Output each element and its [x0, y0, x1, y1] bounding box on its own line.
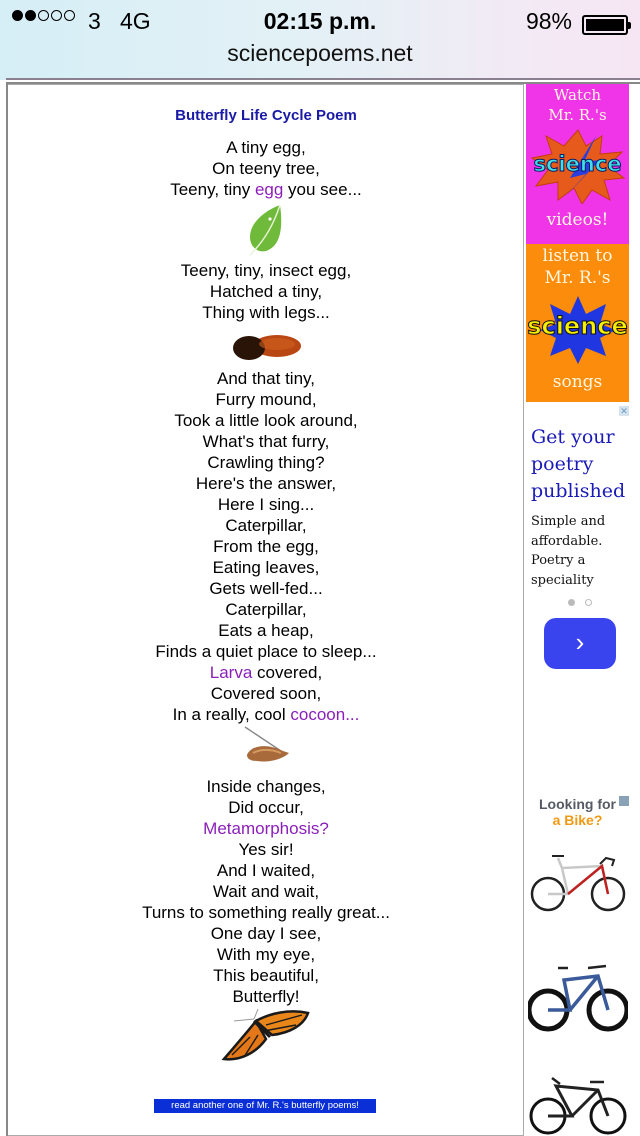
- poem-line: And I waited,: [216, 861, 316, 880]
- poem-line: Larva covered,: [209, 663, 323, 682]
- ad-text: songs: [552, 372, 603, 392]
- poem-line: Teeny, tiny, insect egg,: [180, 261, 352, 280]
- poem-line: Teeny, tiny egg you see...: [170, 180, 362, 199]
- metamorphosis-link[interactable]: Metamorphosis?: [203, 819, 329, 838]
- battery-icon: [582, 15, 628, 35]
- read-another-poem-link[interactable]: read another one of Mr. R.'s butterfly poems!: [154, 1099, 376, 1113]
- cocoon-link[interactable]: cocoon...: [290, 705, 360, 724]
- sidebar: [525, 84, 630, 1136]
- poem-line: Covered soon,: [210, 684, 322, 703]
- page-top-divider: [6, 78, 640, 80]
- poem-line: Here's the answer,: [195, 474, 337, 493]
- watch-science-videos-ad[interactable]: [526, 84, 629, 244]
- ad-text: listen to: [542, 246, 613, 266]
- address-bar[interactable]: sciencepoems.net: [227, 40, 413, 66]
- network-type: 4G: [120, 8, 151, 34]
- poem-line: Yes sir!: [238, 840, 294, 859]
- leaf-image: [8, 203, 524, 257]
- ad-info-icon[interactable]: [619, 796, 629, 806]
- ad-next-button[interactable]: ›: [544, 618, 616, 669]
- poem-line: In a really, cool cocoon...: [172, 705, 360, 724]
- stanza-3: [8, 368, 524, 725]
- poem-line: Finds a quiet place to sleep...: [155, 642, 377, 661]
- mountain-bike-image: [528, 954, 628, 1034]
- poem-line: Eats a heap,: [218, 621, 314, 640]
- poem-line: Took a little look around,: [174, 411, 358, 430]
- ad-text: Mr. R.'s: [548, 106, 607, 124]
- poem-line: What's that furry,: [202, 432, 330, 451]
- butterfly-image: [8, 1007, 524, 1063]
- poem-line: [8, 818, 524, 839]
- stanza-1: [8, 137, 524, 200]
- bike-ad[interactable]: [526, 784, 629, 1136]
- ad-headline: Looking for a Bike?: [539, 796, 616, 828]
- poem-line: This beautiful,: [213, 966, 319, 985]
- poem-line: Gets well-fed...: [209, 579, 323, 598]
- clock: 02:15 p.m.: [263, 8, 377, 34]
- poem-line: One day I see,: [210, 924, 322, 943]
- ad-text: Watch: [553, 86, 602, 104]
- poem-line: On teeny tree,: [212, 159, 320, 178]
- caterpillar-image: [8, 331, 524, 363]
- ad-text: videos!: [546, 210, 609, 230]
- page-title: Butterfly Life Cycle Poem: [175, 107, 357, 124]
- poem-line: Caterpillar,: [225, 516, 307, 535]
- poem-line: And that tiny,: [217, 369, 315, 388]
- poem-line: With my eye,: [216, 945, 316, 964]
- page-dot[interactable]: [585, 599, 592, 606]
- poem-line: From the egg,: [213, 537, 319, 556]
- egg-link[interactable]: egg: [254, 180, 284, 199]
- status-bar: [0, 6, 640, 38]
- poem-line: Furry mound,: [215, 390, 317, 409]
- poem-line: Turns to something really great...: [142, 903, 390, 922]
- cocoon-image: [8, 725, 524, 767]
- poetry-publishing-ad[interactable]: [526, 404, 629, 704]
- stanza-4: [8, 776, 524, 1007]
- ad-body: Simple and affordable. Poetry a speciality: [531, 514, 606, 588]
- hybrid-bike-image: [528, 1070, 628, 1136]
- poem-line: Crawling thing?: [207, 453, 325, 472]
- science-word: science: [533, 152, 622, 176]
- poem-line: Did occur,: [228, 798, 304, 817]
- science-word: science: [527, 312, 628, 340]
- listen-science-songs-ad[interactable]: [526, 244, 629, 402]
- poem-line: Eating leaves,: [212, 558, 320, 577]
- road-bike-image: [528, 846, 628, 914]
- ad-headline[interactable]: Get your poetry published: [531, 426, 626, 502]
- page-dot-active[interactable]: [568, 599, 575, 606]
- poem-line: Hatched a tiny,: [209, 282, 323, 301]
- poem-line: Butterfly!: [232, 987, 300, 1006]
- poem-line: Caterpillar,: [225, 600, 307, 619]
- stanza-2: [8, 260, 524, 323]
- ad-pagination: [568, 599, 592, 606]
- poem-line: Thing with legs...: [202, 303, 330, 322]
- poem-column: [8, 84, 524, 1136]
- browser-top-bar: [0, 0, 640, 80]
- ad-text: Mr. R.'s: [544, 268, 611, 288]
- ad-close-icon[interactable]: ✕: [620, 406, 628, 416]
- poem-line: Here I sing...: [217, 495, 315, 514]
- larva-link[interactable]: Larva: [209, 663, 253, 682]
- battery-percent: 98%: [525, 8, 572, 34]
- poem-line: Inside changes,: [206, 777, 326, 796]
- poem-line: A tiny egg,: [226, 138, 306, 157]
- carrier-label: 3: [88, 8, 101, 34]
- poem-line: Wait and wait,: [212, 882, 320, 901]
